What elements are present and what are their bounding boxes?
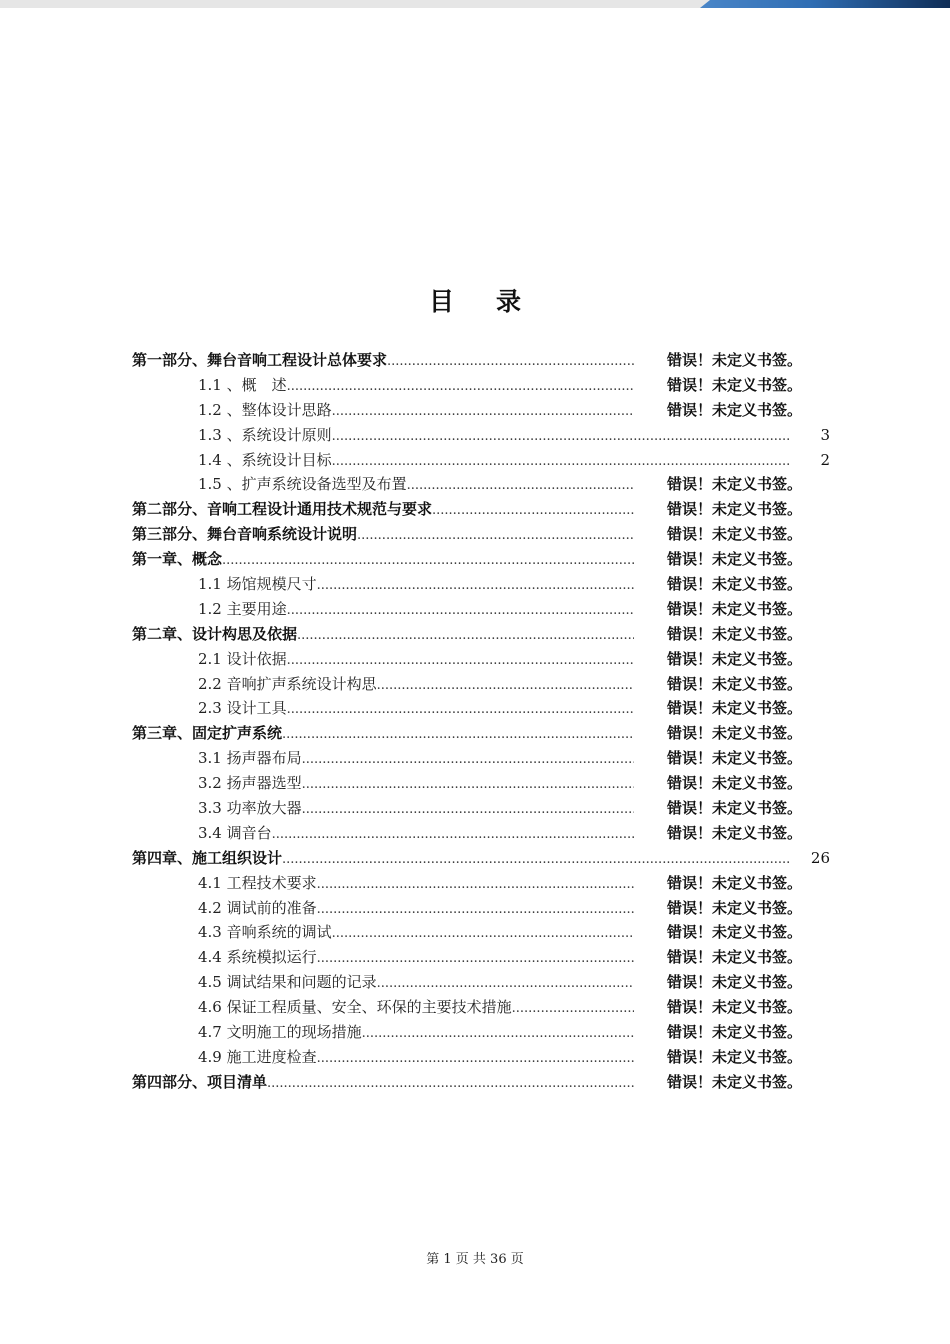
toc-entry-label: 第一部分、舞台音响工程设计总体要求 [132, 351, 388, 369]
toc-dot-leader [287, 375, 634, 400]
toc-entry-line [132, 497, 634, 522]
toc-entry-label: 4.9 施工进度检查 [198, 1047, 317, 1066]
toc-entry-page: 错误！未定义书签。 [666, 823, 802, 842]
toc-entry-label: 3.4 调音台 [198, 823, 272, 842]
toc-entry[interactable] [132, 696, 802, 721]
toc-entry-label: 4.1 工程技术要求 [198, 873, 317, 892]
toc-entry-line [132, 622, 634, 647]
toc-entry-line [198, 597, 634, 622]
toc-entry-line [198, 871, 634, 896]
toc-entry-label: 4.3 音响系统的调试 [198, 923, 332, 942]
toc-entry-label: 3.2 扬声器选型 [198, 774, 302, 793]
toc-entry[interactable] [132, 547, 802, 572]
toc-entry[interactable] [132, 448, 830, 473]
toc-entry[interactable] [132, 522, 802, 547]
toc-entry-label: 第三章、固定扩声系统 [132, 724, 283, 743]
toc-entry-page: 错误！未定义书签。 [666, 525, 802, 544]
toc-dot-leader [332, 400, 634, 425]
toc-entry-label: 2.2 音响扩声系统设计构思 [198, 674, 377, 693]
toc-entry-line [198, 423, 790, 448]
toc-entry-page: 错误！未定义书签。 [666, 948, 802, 967]
toc-entry-page: 错误！未定义书签。 [666, 923, 802, 942]
toc-entry-line [198, 1045, 634, 1070]
toc-entry-line [198, 1020, 634, 1045]
toc-entry[interactable] [132, 896, 802, 921]
toc-dot-leader [302, 773, 634, 798]
toc-entry-page: 错误！未定义书签。 [666, 375, 802, 394]
toc-entry[interactable] [132, 846, 830, 871]
toc-entry-line [198, 373, 634, 398]
toc-dot-leader [267, 1072, 634, 1097]
toc-entry-page: 错误！未定义书签。 [666, 799, 802, 818]
toc-entry-line [132, 348, 634, 373]
toc-entry-line [132, 721, 634, 746]
toc-entry-page: 错误！未定义书签。 [666, 1023, 802, 1042]
toc-entry[interactable] [132, 572, 802, 597]
toc-dot-leader [317, 574, 634, 599]
toc-entry-label: 4.6 保证工程质量、安全、环保的主要技术措施 [198, 998, 512, 1017]
toc-entry[interactable] [132, 771, 802, 796]
toc-entry[interactable] [132, 970, 802, 995]
toc-entry-label: 4.2 调试前的准备 [198, 898, 317, 917]
toc-entry-page: 26 [810, 848, 830, 867]
toc-dot-leader [282, 723, 634, 748]
toc-entry-line [198, 746, 634, 771]
toc-entry[interactable] [132, 995, 802, 1020]
toc-entry[interactable] [132, 920, 802, 945]
toc-entry-page: 错误！未定义书签。 [666, 898, 802, 917]
toc-dot-leader [302, 748, 634, 773]
table-of-contents [132, 348, 830, 1095]
toc-entry[interactable] [132, 497, 802, 522]
toc-entry[interactable] [132, 1020, 802, 1045]
toc-dot-leader [282, 848, 790, 873]
toc-entry-page: 错误！未定义书签。 [666, 674, 802, 693]
toc-entry-line [198, 647, 634, 672]
toc-entry-page: 错误！未定义书签。 [666, 1047, 802, 1066]
header-accent-stripe [700, 0, 950, 8]
toc-entry-line [198, 672, 634, 697]
toc-entry[interactable] [132, 721, 802, 746]
toc-entry-line [132, 1070, 634, 1095]
toc-entry-line [132, 846, 790, 871]
toc-entry-page: 错误！未定义书签。 [666, 973, 802, 992]
toc-entry-page: 错误！未定义书签。 [666, 599, 802, 618]
toc-entry-line [198, 472, 634, 497]
toc-dot-leader [287, 698, 634, 723]
toc-entry-label: 第二部分、音响工程设计通用技术规范与要求 [132, 500, 433, 519]
toc-entry-page: 错误！未定义书签。 [666, 699, 802, 718]
toc-entry-line [198, 970, 634, 995]
toc-dot-leader [332, 922, 634, 947]
toc-entry[interactable] [132, 1070, 802, 1095]
toc-entry-page: 错误！未定义书签。 [666, 400, 802, 419]
toc-dot-leader [287, 649, 634, 674]
toc-entry-page: 错误！未定义书签。 [666, 624, 802, 643]
toc-entry-page: 错误！未定义书签。 [666, 351, 802, 369]
toc-entry-page: 错误！未定义书签。 [666, 998, 802, 1017]
toc-entry-label: 第三部分、舞台音响系统设计说明 [132, 525, 358, 544]
toc-entry-page: 错误！未定义书签。 [666, 873, 802, 892]
toc-entry-label: 1.2 主要用途 [198, 599, 287, 618]
toc-entry-line [198, 995, 634, 1020]
toc-entry-label: 1.3 、系统设计原则 [198, 425, 332, 444]
toc-entry-line [198, 945, 634, 970]
toc-dot-leader [287, 599, 634, 624]
toc-dot-leader [407, 474, 634, 499]
toc-entry[interactable] [132, 871, 802, 896]
toc-dot-leader [317, 1047, 634, 1072]
toc-dot-leader [512, 997, 634, 1022]
toc-entry-label: 1.2 、整体设计思路 [198, 400, 332, 419]
toc-entry-line [132, 522, 634, 547]
toc-entry-label: 1.1 场馆规模尺寸 [198, 575, 317, 594]
toc-entry[interactable] [132, 423, 830, 448]
toc-entry-label: 第二章、设计构思及依据 [132, 624, 298, 643]
toc-entry[interactable] [132, 597, 802, 622]
toc-entry[interactable] [132, 945, 802, 970]
toc-dot-leader [332, 450, 790, 475]
toc-dot-leader [317, 898, 634, 923]
toc-entry[interactable] [132, 672, 802, 697]
toc-entry[interactable] [132, 373, 802, 398]
toc-dot-leader [302, 798, 634, 823]
toc-dot-leader [297, 624, 634, 649]
toc-entry-line [198, 398, 634, 423]
toc-dot-leader [377, 674, 634, 699]
toc-entry[interactable] [132, 1045, 802, 1070]
toc-entry-line [198, 696, 634, 721]
toc-entry-label: 第一章、概念 [132, 550, 223, 569]
toc-entry-label: 第四部分、项目清单 [132, 1072, 268, 1091]
toc-entry-label: 1.5 、扩声系统设备选型及布置 [198, 475, 407, 494]
toc-entry[interactable] [132, 821, 802, 846]
toc-entry-line [198, 796, 634, 821]
toc-dot-leader [272, 823, 634, 848]
toc-dot-leader [317, 873, 634, 898]
toc-entry-label: 1.1 、概 述 [198, 375, 287, 394]
toc-entry-label: 3.1 扬声器布局 [198, 749, 302, 768]
toc-dot-leader [332, 425, 790, 450]
toc-entry-page: 错误！未定义书签。 [666, 500, 802, 519]
toc-entry-page: 错误！未定义书签。 [666, 1072, 802, 1091]
toc-entry-label: 2.1 设计依据 [198, 649, 287, 668]
toc-entry[interactable] [132, 472, 802, 497]
toc-entry-line [198, 572, 634, 597]
toc-entry-page: 错误！未定义书签。 [666, 649, 802, 668]
toc-entry-page: 错误！未定义书签。 [666, 774, 802, 793]
toc-entry-line [198, 448, 790, 473]
toc-entry[interactable] [132, 746, 802, 771]
toc-entry-page: 错误！未定义书签。 [666, 749, 802, 768]
toc-title: 目录 [428, 287, 563, 316]
toc-entry[interactable] [132, 622, 802, 647]
toc-entry-line [198, 920, 634, 945]
toc-entry-label: 第四章、施工组织设计 [132, 848, 283, 867]
toc-entry-label: 4.4 系统模拟运行 [198, 948, 317, 967]
toc-entry-label: 4.5 调试结果和问题的记录 [198, 973, 377, 992]
toc-entry-page: 错误！未定义书签。 [666, 724, 802, 743]
toc-entry-page: 错误！未定义书签。 [666, 550, 802, 569]
page-footer: 第 1 页 共 36 页 [426, 1252, 524, 1267]
toc-dot-leader [377, 972, 634, 997]
toc-entry-label: 2.3 设计工具 [198, 699, 287, 718]
toc-dot-leader [432, 499, 634, 524]
toc-entry-page: 2 [820, 450, 830, 469]
toc-entry[interactable] [132, 796, 802, 821]
toc-entry-page: 错误！未定义书签。 [666, 475, 802, 494]
toc-dot-leader [387, 350, 634, 375]
toc-entry[interactable] [132, 398, 802, 423]
toc-dot-leader [362, 1022, 634, 1047]
toc-entry-label: 3.3 功率放大器 [198, 799, 302, 818]
toc-dot-leader [357, 524, 634, 549]
toc-dot-leader [222, 549, 634, 574]
toc-entry-line [198, 821, 634, 846]
toc-entry-line [198, 771, 634, 796]
toc-entry-line [132, 547, 634, 572]
toc-entry-page: 错误！未定义书签。 [666, 575, 802, 594]
toc-entry-label: 4.7 文明施工的现场措施 [198, 1023, 362, 1042]
toc-entry[interactable] [132, 647, 802, 672]
toc-entry-page: 3 [820, 425, 830, 444]
toc-dot-leader [317, 947, 634, 972]
toc-entry[interactable] [132, 348, 802, 373]
toc-entry-label: 1.4 、系统设计目标 [198, 450, 332, 469]
toc-entry-line [198, 896, 634, 921]
